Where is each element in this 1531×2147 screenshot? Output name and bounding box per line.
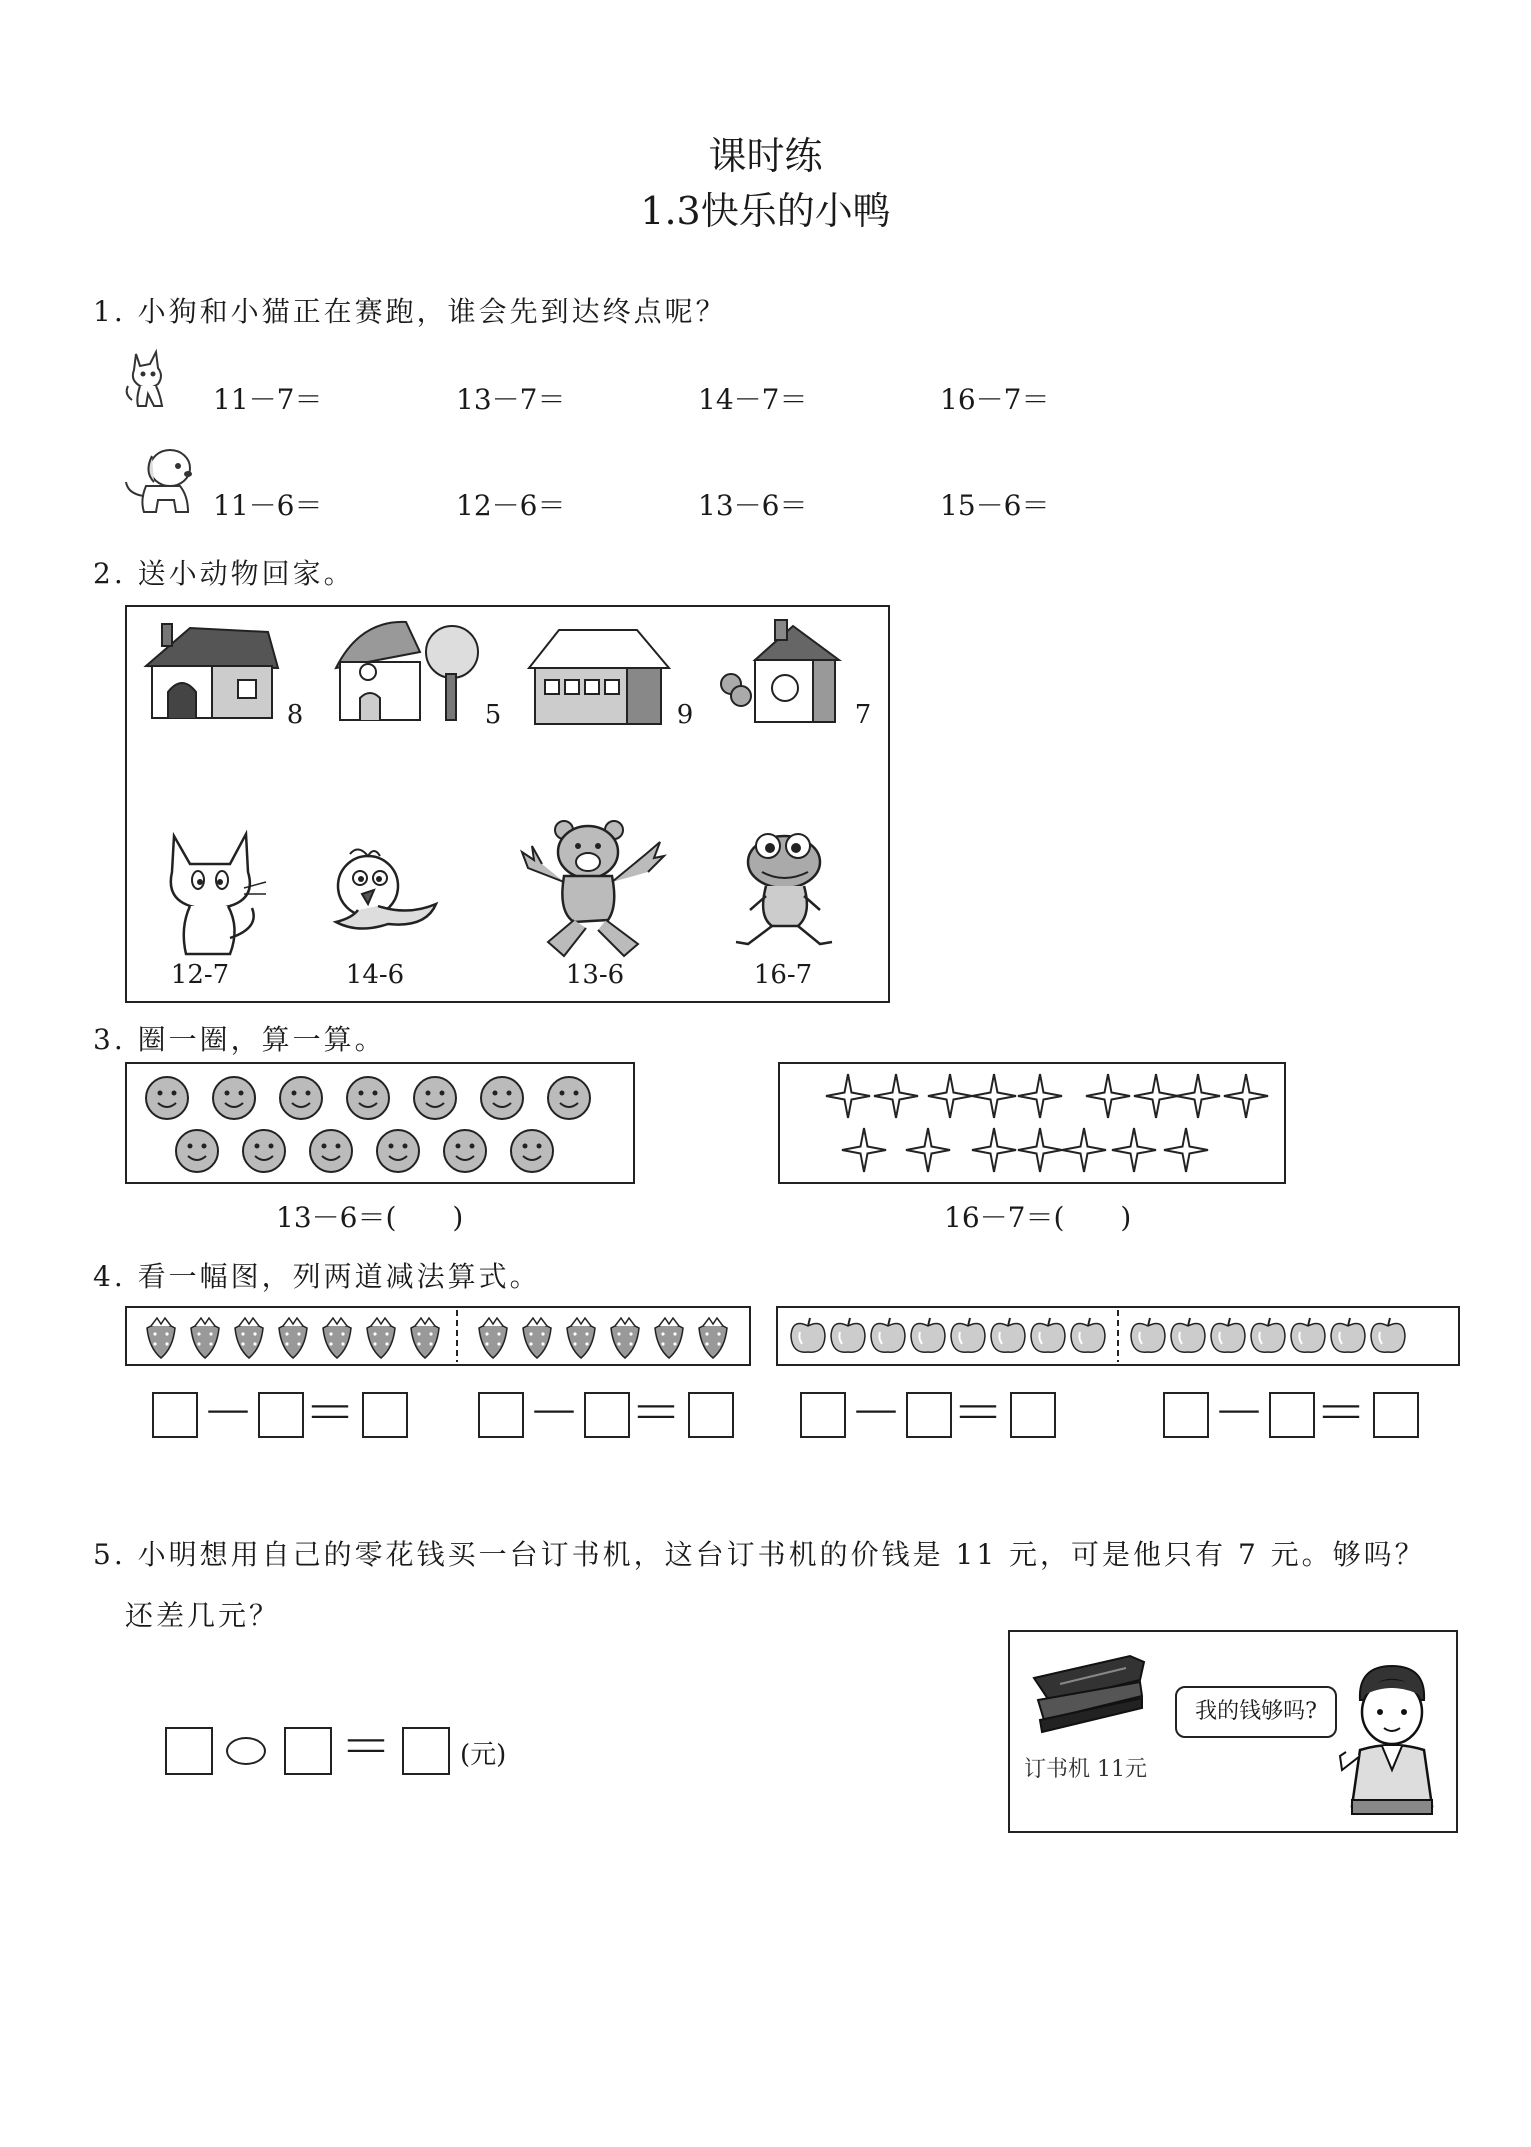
apple-icon [1171, 1318, 1205, 1352]
smiley-group [125, 1062, 635, 1184]
strawberry-icon [479, 1318, 507, 1358]
answer-box[interactable] [478, 1392, 524, 1438]
apple-icon [831, 1318, 865, 1352]
animal-expr-3: 13-6 [565, 960, 625, 990]
apple-icon [1251, 1318, 1285, 1352]
speech-bubble: 我的钱够吗? [1175, 1686, 1337, 1738]
q3-right-equation: 16－7＝( ) [944, 1201, 1132, 1234]
star-icon [874, 1074, 918, 1118]
q1-cat-eq-4: 16－7＝ [940, 383, 1050, 416]
answer-box[interactable] [906, 1392, 952, 1438]
star-icon [1176, 1074, 1220, 1118]
cat-icon [122, 348, 172, 410]
house-icon [142, 622, 280, 722]
star-icon [1134, 1074, 1178, 1118]
strawberry-icon [411, 1318, 439, 1358]
strawberry-icon [279, 1318, 307, 1358]
smiley-icon [414, 1077, 456, 1119]
apple-icon [911, 1318, 945, 1352]
q5-prompt-line2: 还差几元？ [125, 1599, 281, 1632]
strawberry-icon [323, 1318, 351, 1358]
smiley-icon [243, 1130, 285, 1172]
apple-icon [1291, 1318, 1325, 1352]
boy-icon [1338, 1660, 1446, 1828]
smiley-icon [310, 1130, 352, 1172]
page-title: 课时练 [708, 134, 823, 178]
star-icon [826, 1074, 870, 1118]
apple-icon [951, 1318, 985, 1352]
star-icon [972, 1074, 1016, 1118]
strawberry-icon [523, 1318, 551, 1358]
star-icon [1086, 1074, 1130, 1118]
q1-dog-eq-2: 12－6＝ [456, 489, 566, 522]
strawberry-group [125, 1306, 751, 1366]
strawberry-icon [191, 1318, 219, 1358]
strawberry-icon [699, 1318, 727, 1358]
q1-dog-eq-4: 15－6＝ [940, 489, 1050, 522]
strawberry-icon [567, 1318, 595, 1358]
star-icon [1018, 1128, 1062, 1172]
q2-prompt: 2. 送小动物回家。 [93, 557, 355, 590]
smiley-icon [548, 1077, 590, 1119]
answer-box[interactable] [165, 1727, 213, 1775]
equals-sign: ＝ [630, 1384, 683, 1444]
animal-expr-1: 12-7 [170, 960, 230, 990]
strawberry-icon [147, 1318, 175, 1358]
minus-sign: － [850, 1384, 903, 1444]
equals-sign: ＝ [1315, 1384, 1368, 1444]
bird-icon [328, 844, 440, 944]
star-icon [928, 1074, 972, 1118]
answer-box[interactable] [1373, 1392, 1419, 1438]
smiley-icon [511, 1130, 553, 1172]
smiley-icon [347, 1077, 389, 1119]
answer-box[interactable] [1269, 1392, 1315, 1438]
apple-icon [1371, 1318, 1405, 1352]
dog-icon [122, 442, 210, 520]
answer-box[interactable] [1010, 1392, 1056, 1438]
answer-box[interactable] [584, 1392, 630, 1438]
equals-sign: ＝ [952, 1384, 1005, 1444]
q4-prompt: 4. 看一幅图，列两道减法算式。 [93, 1260, 541, 1293]
star-icon [972, 1128, 1016, 1172]
operator-circle[interactable] [226, 1737, 266, 1765]
cat-icon [160, 828, 270, 958]
answer-box[interactable] [152, 1392, 198, 1438]
equals-sign: ＝ [304, 1384, 357, 1444]
strawberry-icon [655, 1318, 683, 1358]
unit-label: (元) [460, 1740, 507, 1770]
equals-sign: ＝ [340, 1718, 393, 1778]
star-icon [1112, 1128, 1156, 1172]
price-label: 订书机 11元 [1024, 1757, 1147, 1782]
frog-icon [728, 826, 838, 950]
apple-group [776, 1306, 1460, 1366]
smiley-icon [481, 1077, 523, 1119]
strawberry-icon [611, 1318, 639, 1358]
q1-dog-eq-1: 11－6＝ [213, 489, 323, 522]
bear-icon [518, 816, 668, 960]
q3-prompt: 3. 圈一圈，算一算。 [93, 1023, 386, 1056]
q1-dog-eq-3: 13－6＝ [698, 489, 808, 522]
strawberry-icon [367, 1318, 395, 1358]
minus-sign: － [528, 1384, 581, 1444]
smiley-icon [444, 1130, 486, 1172]
apple-icon [1331, 1318, 1365, 1352]
apple-icon [871, 1318, 905, 1352]
house-number-1: 8 [286, 700, 304, 730]
smiley-icon [146, 1077, 188, 1119]
answer-box[interactable] [258, 1392, 304, 1438]
q1-prompt: 1. 小狗和小猫正在赛跑，谁会先到达终点呢？ [93, 295, 727, 328]
apple-icon [1131, 1318, 1165, 1352]
apple-icon [1071, 1318, 1105, 1352]
star-group [778, 1062, 1286, 1184]
page-subtitle: 1.3快乐的小鸭 [640, 189, 891, 233]
smiley-icon [176, 1130, 218, 1172]
star-icon [1062, 1128, 1106, 1172]
minus-sign: － [1213, 1384, 1266, 1444]
smiley-icon [213, 1077, 255, 1119]
animal-expr-2: 14-6 [345, 960, 405, 990]
apple-icon [1211, 1318, 1245, 1352]
answer-box[interactable] [284, 1727, 332, 1775]
house-icon [525, 624, 673, 728]
apple-icon [991, 1318, 1025, 1352]
star-icon [1018, 1074, 1062, 1118]
stapler-icon [1030, 1648, 1148, 1740]
star-icon [842, 1128, 886, 1172]
house-number-3: 9 [676, 700, 694, 730]
apple-icon [1031, 1318, 1065, 1352]
minus-sign: － [202, 1384, 255, 1444]
animal-expr-4: 16-7 [753, 960, 813, 990]
house-number-2: 5 [484, 700, 502, 730]
star-icon [906, 1128, 950, 1172]
answer-box[interactable] [800, 1392, 846, 1438]
strawberry-icon [235, 1318, 263, 1358]
house-number-4: 7 [854, 700, 872, 730]
star-icon [1224, 1074, 1268, 1118]
answer-box[interactable] [362, 1392, 408, 1438]
q1-cat-eq-2: 13－7＝ [456, 383, 566, 416]
q5-prompt-line1: 5. 小明想用自己的零花钱买一台订书机，这台订书机的价钱是 11 元，可是他只有 7 元。够吗？ [93, 1538, 1426, 1571]
q1-cat-eq-1: 11－7＝ [213, 383, 323, 416]
answer-box[interactable] [402, 1727, 450, 1775]
house-icon [330, 612, 480, 724]
smiley-icon [280, 1077, 322, 1119]
star-icon [1164, 1128, 1208, 1172]
q1-cat-eq-3: 14－7＝ [698, 383, 808, 416]
apple-icon [791, 1318, 825, 1352]
house-icon [715, 616, 855, 726]
smiley-icon [377, 1130, 419, 1172]
answer-box[interactable] [688, 1392, 734, 1438]
answer-box[interactable] [1163, 1392, 1209, 1438]
q3-left-equation: 13－6＝( ) [276, 1201, 464, 1234]
